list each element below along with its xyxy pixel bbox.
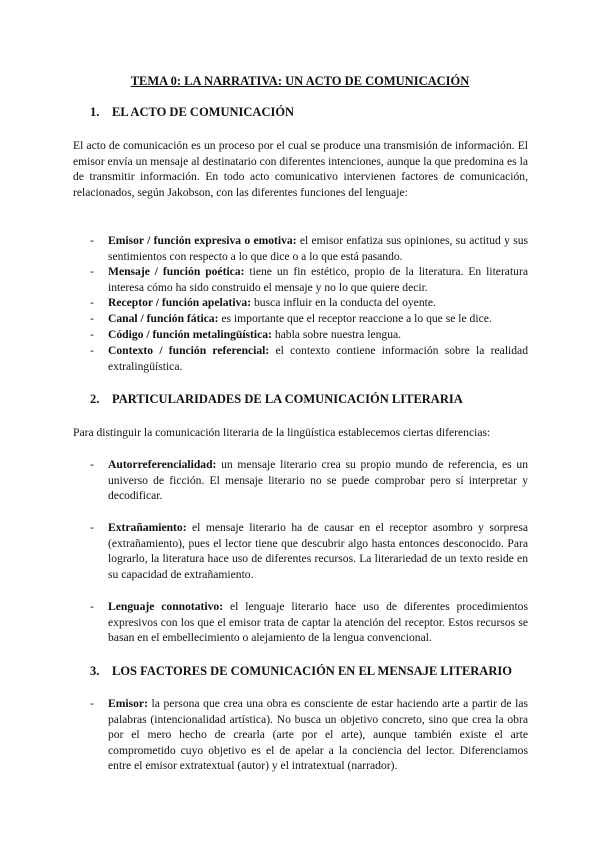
list-item — [90, 457, 528, 504]
section-1-intro: El acto de comunicación es un proceso por el cual se produce una transmisión de información. El emisor envía un mensaje al destinatario con diferentes intenciones, aunque la que predomina es la de transmitir información. En todo acto comunicativo intervienen factores de comunicación, relacionados, según Jakobson, con las diferentes funciones del lenguaje: — [73, 139, 528, 199]
list-dash: - — [90, 296, 94, 309]
document-title: TEMA 0: LA NARRATIVA: UN ACTO DE COMUNICACIÓN — [130, 74, 470, 88]
list-dash: - — [90, 344, 94, 357]
list-item-text: habla sobre nuestra lengua. — [271, 328, 402, 341]
list-item — [90, 264, 528, 295]
section-2-number: 2. — [90, 392, 100, 406]
list-item-text: busca influir en la conducta del oyente. — [251, 296, 436, 309]
section-3-number: 3. — [90, 664, 100, 678]
list-dash: - — [90, 600, 94, 613]
section-1-number: 1. — [90, 105, 100, 119]
section-3-title: LOS FACTORES DE COMUNICACIÓN EN EL MENSAJE LITERARIO — [112, 664, 512, 678]
list-item-text: el lenguaje literario hace uso de diferentes procedimientos expresivos con los que el emisor trata de captar la atención del receptor. Estos recursos se basan en el embellecimiento o alejamiento de la lengua convencional. — [108, 600, 528, 644]
list-item-text: el mensaje literario ha de causar en el receptor asombro y sorpresa (extrañamiento), pues el lector tiene que descubrir algo hasta entonces desconocido. Para lograrlo, la literatura hace uso de diferentes recursos. La literariedad de un texto reside en su capacidad de extrañamiento. — [108, 521, 528, 581]
list-dash: - — [90, 697, 94, 710]
list-dash: - — [90, 312, 94, 325]
list-item-text: el emisor enfatiza sus opiniones, su actitud y sus sentimientos con respecto a lo que dice o a lo que está pasando. — [108, 234, 528, 263]
section-2-title: PARTICULARIDADES DE LA COMUNICACIÓN LITERARIA — [112, 392, 463, 406]
list-dash: - — [90, 521, 94, 534]
list-item — [90, 295, 528, 311]
list-item-text: la persona que crea una obra es consciente de estar haciendo arte a partir de las palabras (intencionalidad artística). No busca un objetivo concreto, sino que crea la obra por el mero hecho de crearla (arte por el arte), aunque también existe el arte comprometido cuyo objetivo es el de apelar a la conciencia del lector. Diferenciamos entre el emisor extratextual (autor) y el intratextual (narrador). — [108, 697, 528, 772]
list-item-term: Código / función metalingüística: — [108, 328, 272, 341]
list-item-term: Canal / función fática: — [108, 312, 219, 325]
section-1-title: EL ACTO DE COMUNICACIÓN — [112, 105, 295, 119]
list-item — [90, 311, 528, 327]
list-item — [90, 233, 528, 264]
list-item-term: Contexto / función referencial: — [108, 344, 270, 357]
list-item-text: es importante que el receptor reaccione a lo que se le dice. — [218, 312, 492, 325]
list-item — [90, 599, 528, 646]
list-item-term: Mensaje / función poética: — [108, 265, 245, 278]
list-item-term: Autorreferencialidad: — [108, 458, 217, 471]
list-item-term: Extrañamiento: — [108, 521, 187, 534]
list-item-term: Emisor / función expresiva o emotiva: — [108, 234, 297, 247]
section-2-heading — [90, 392, 463, 407]
list-item-text: un mensaje literario crea su propio mundo de referencia, es un universo de ficción. El mensaje literario no se puede comprobar pero sí interpretar y decodificar. — [108, 458, 528, 502]
list-dash: - — [90, 458, 94, 471]
list-dash: - — [90, 234, 94, 247]
list-item-term: Receptor / función apelativa: — [108, 296, 252, 309]
section-1-heading — [90, 105, 294, 120]
section-3-heading — [90, 664, 512, 679]
list-item-text: el contexto contiene información sobre la realidad extralingüística. — [108, 344, 528, 373]
list-item — [90, 520, 528, 582]
section-2-intro: Para distinguir la comunicación literaria de la lingüística establecemos ciertas diferencias: — [73, 426, 491, 439]
list-item — [90, 327, 528, 343]
list-item-term: Lenguaje connotativo: — [108, 600, 224, 613]
list-dash: - — [90, 265, 94, 278]
list-item-term: Emisor: — [108, 697, 148, 710]
list-item — [90, 343, 528, 374]
list-item — [90, 696, 528, 774]
list-dash: - — [90, 328, 94, 341]
list-item-text: tiene un fin estético, propio de la literatura. En literatura interesa cómo ha sido construido el mensaje y no lo que quiere decir. — [108, 265, 528, 294]
